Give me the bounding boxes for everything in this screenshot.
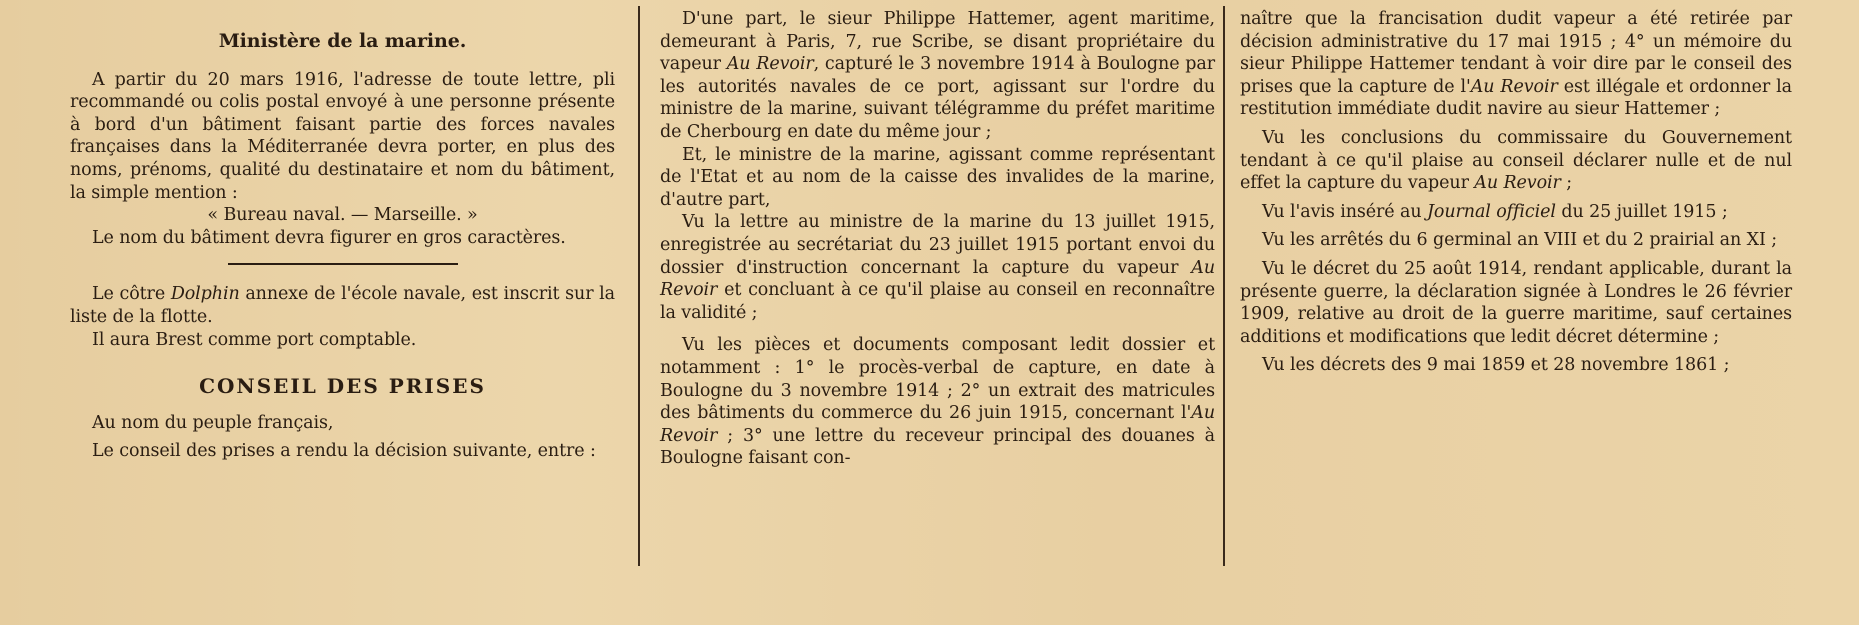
text-run: ; 3° une lettre du receveur principal des douanes à Boulogne faisant con-: [660, 425, 1215, 469]
text-run: et concluant à ce qu'il plaise au conseil en reconnaître la validité ;: [660, 280, 1215, 323]
ship-name: Au Revoir: [1470, 76, 1558, 97]
horizontal-rule: [228, 263, 458, 265]
paragraph: [1240, 201, 1792, 224]
text-run: Le côtre: [92, 284, 171, 305]
article-title: Ministère de la marine.: [218, 30, 467, 52]
column-divider: [1223, 6, 1225, 566]
column-3: [1240, 8, 1792, 377]
text-run: est illégale et ordonner la restitution immédiate dudit navire au sieur Hattemer ;: [1240, 76, 1792, 120]
column-2: [660, 8, 1215, 470]
ship-name: Au Revoir: [726, 54, 814, 75]
paragraph: [1240, 8, 1792, 121]
text-run: Vu les conclusions du commissaire du Gouvernement tendant à ce qu'il plaise au conseil déclarer nulle et de nul effet la capture du vapeur: [1240, 127, 1792, 194]
paragraph: [660, 211, 1215, 324]
paragraph: Le nom du bâtiment devra figurer en gros caractères.: [92, 227, 566, 248]
paragraph: [660, 334, 1215, 470]
publication-name: Journal officiel: [1426, 201, 1556, 222]
paragraph: Il aura Brest comme port comptable.: [92, 329, 417, 350]
text-run: ;: [1560, 173, 1573, 194]
text-run: annexe de l'école navale, est inscrit sur la liste de la flotte.: [70, 284, 616, 327]
text-run: naître que la francisation dudit vapeur a été retirée par décision administrative du 17 mai 1915 ; 4° un mémoire du sieur Philippe Hattemer tendant à voir dire par le conseil des prises que la capture de l': [1240, 9, 1792, 97]
column-1: [70, 8, 615, 463]
ship-name: Au Revoir: [1474, 173, 1561, 194]
paragraph: [70, 283, 615, 328]
paragraph: Au nom du peuple français,: [92, 412, 334, 433]
ship-name: Au Revoir: [660, 403, 1215, 446]
text-run: D'une part, le sieur Philippe Hattemer, agent maritime, demeurant à Paris, 7, rue Scribe, se disant propriétaire du vapeur: [660, 9, 1215, 75]
text-run: du 25 juillet 1915 ;: [1555, 201, 1728, 222]
text-run: Vu la lettre au ministre de la marine du 13 juillet 1915, enregistrée au secrétariat du 23 juillet 1915 portant envoi du dossier d'instruction concernant la capture du vapeur: [660, 212, 1215, 278]
paragraph: Le conseil des prises a rendu la décision suivante, entre :: [92, 441, 596, 462]
column-divider: [638, 6, 640, 566]
paragraph: [660, 8, 1215, 144]
ship-name: Dolphin: [170, 284, 240, 305]
section-heading: CONSEIL DES PRISES: [199, 374, 486, 399]
paragraph: Vu les arrêtés du 6 germinal an VIII et du 2 prairial an XI ;: [1262, 230, 1778, 251]
text-run: Vu les pièces et documents composant ledit dossier et notamment : 1° le procès-verbal de capture, en date à Boulogne du 3 novembre 1914 ; 2° un extrait des matricules des bâtiments du commerce du 26 juin 1915, concernant l': [660, 335, 1215, 424]
quoted-mention: « Bureau naval. — Marseille. »: [207, 205, 478, 226]
paragraph: Et, le ministre de la marine, agissant comme représentant de l'Etat et au nom de la caisse des invalides de la marine, d'autre part,: [660, 144, 1215, 210]
ship-name: Au Revoir: [660, 257, 1215, 301]
paragraph: [1240, 127, 1792, 195]
paragraph: Vu les décrets des 9 mai 1859 et 28 novembre 1861 ;: [1262, 355, 1730, 376]
text-run: , capturé le 3 novembre 1914 à Boulogne par les autorités navales de ce port, agissant sur l'ordre du ministre de la marine, suivant télégramme du préfet maritime de Cherbourg en date du même jour ;: [660, 54, 1215, 142]
paragraph: A partir du 20 mars 1916, l'adresse de toute lettre, pli recommandé ou colis postal envoyé à une personne présente à bord d'un bâtiment faisant partie des forces navales françaises dans la Méditerranée devra porter, en plus des noms, prénoms, qualité du destinataire et nom du bâtiment, la simple mention :: [70, 69, 615, 203]
text-run: Vu l'avis inséré au: [1262, 201, 1427, 222]
paragraph: Vu le décret du 25 août 1914, rendant applicable, durant la présente guerre, la déclaration signée à Londres le 26 février 1909, relative au droit de la guerre maritime, sauf certaines additions et modifications que ledit décret détermine ;: [1240, 258, 1792, 347]
